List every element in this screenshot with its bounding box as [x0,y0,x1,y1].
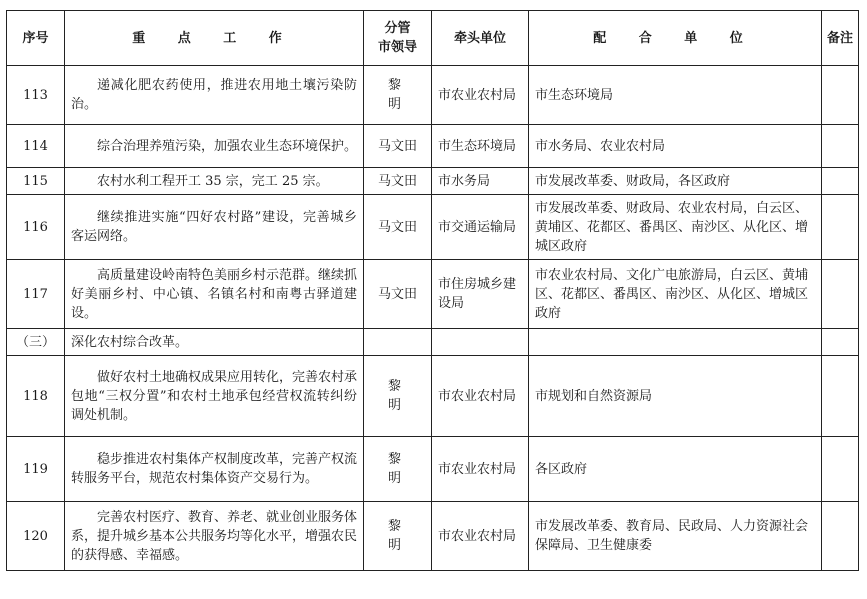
lead-unit: 市住房城乡建设局 [432,260,529,329]
section-title: 深化农村综合改革。 [65,329,364,356]
key-task: 做好农村土地确权成果应用转化，完善农村承包地“三权分置”和农村土地承包经营权流转纠纷调处机制。 [65,356,364,437]
row-number: 120 [7,502,65,571]
key-work-table [6,10,859,571]
row-number: 113 [7,66,65,125]
section-row [7,329,859,356]
coop-units [529,329,822,356]
table-row [7,125,859,168]
key-task: 继续推进实施“四好农村路”建设，完善城乡客运网络。 [65,195,364,260]
header-no: 序号 [7,11,65,66]
leader: 黎明 [364,502,432,571]
lead-unit: 市农业农村局 [432,437,529,502]
header-lead-unit: 牵头单位 [432,11,529,66]
key-task: 高质量建设岭南特色美丽乡村示范群。继续抓好美丽乡村、中心镇、名镇名村和南粤古驿道建设。 [65,260,364,329]
row-number: 117 [7,260,65,329]
key-task: 稳步推进农村集体产权制度改革，完善产权流转服务平台，规范农村集体资产交易行为。 [65,437,364,502]
row-number: 116 [7,195,65,260]
header-row [7,11,859,66]
leader: 黎明 [364,356,432,437]
lead-unit: 市生态环境局 [432,125,529,168]
header-remarks: 备注 [822,11,859,66]
table-row [7,168,859,195]
table-row [7,437,859,502]
coop-units: 市发展改革委、财政局、农业农村局，白云区、黄埔区、花都区、番禺区、南沙区、从化区、增城区政府 [529,195,822,260]
header-task: 重 点 工 作 [65,11,364,66]
remarks [822,195,859,260]
row-number: 114 [7,125,65,168]
row-number: 115 [7,168,65,195]
key-task: 完善农村医疗、教育、养老、就业创业服务体系，提升城乡基本公共服务均等化水平，增强农民的获得感、幸福感。 [65,502,364,571]
remarks [822,502,859,571]
header-leader: 分管 市领导 [364,11,432,66]
coop-units: 各区政府 [529,437,822,502]
row-number: 118 [7,356,65,437]
table-row [7,356,859,437]
row-number: 119 [7,437,65,502]
lead-unit: 市农业农村局 [432,356,529,437]
key-task: 递减化肥农药使用，推进农用地土壤污染防治。 [65,66,364,125]
table-row [7,502,859,571]
remarks [822,66,859,125]
leader: 黎明 [364,437,432,502]
lead-unit: 市水务局 [432,168,529,195]
key-task: 综合治理养殖污染，加强农业生态环境保护。 [65,125,364,168]
table-row [7,195,859,260]
table-row [7,66,859,125]
leader: 马文田 [364,195,432,260]
coop-units: 市农业农村局、文化广电旅游局，白云区、黄埔区、花都区、番禺区、南沙区、从化区、增城区政府 [529,260,822,329]
leader: 马文田 [364,168,432,195]
coop-units: 市发展改革委、教育局、民政局、人力资源社会保障局、卫生健康委 [529,502,822,571]
remarks [822,260,859,329]
section-label: （三） [7,329,65,356]
remarks [822,329,859,356]
header-coop-units: 配 合 单 位 [529,11,822,66]
lead-unit: 市农业农村局 [432,502,529,571]
lead-unit: 市交通运输局 [432,195,529,260]
leader: 马文田 [364,125,432,168]
remarks [822,356,859,437]
lead-unit [432,329,529,356]
coop-units: 市水务局、农业农村局 [529,125,822,168]
remarks [822,437,859,502]
coop-units: 市规划和自然资源局 [529,356,822,437]
document-sheet [6,10,859,571]
lead-unit: 市农业农村局 [432,66,529,125]
leader [364,329,432,356]
key-task: 农村水利工程开工 35 宗，完工 25 宗。 [65,168,364,195]
coop-units: 市发展改革委、财政局，各区政府 [529,168,822,195]
leader: 马文田 [364,260,432,329]
remarks [822,168,859,195]
leader: 黎明 [364,66,432,125]
remarks [822,125,859,168]
coop-units: 市生态环境局 [529,66,822,125]
table-row [7,260,859,329]
